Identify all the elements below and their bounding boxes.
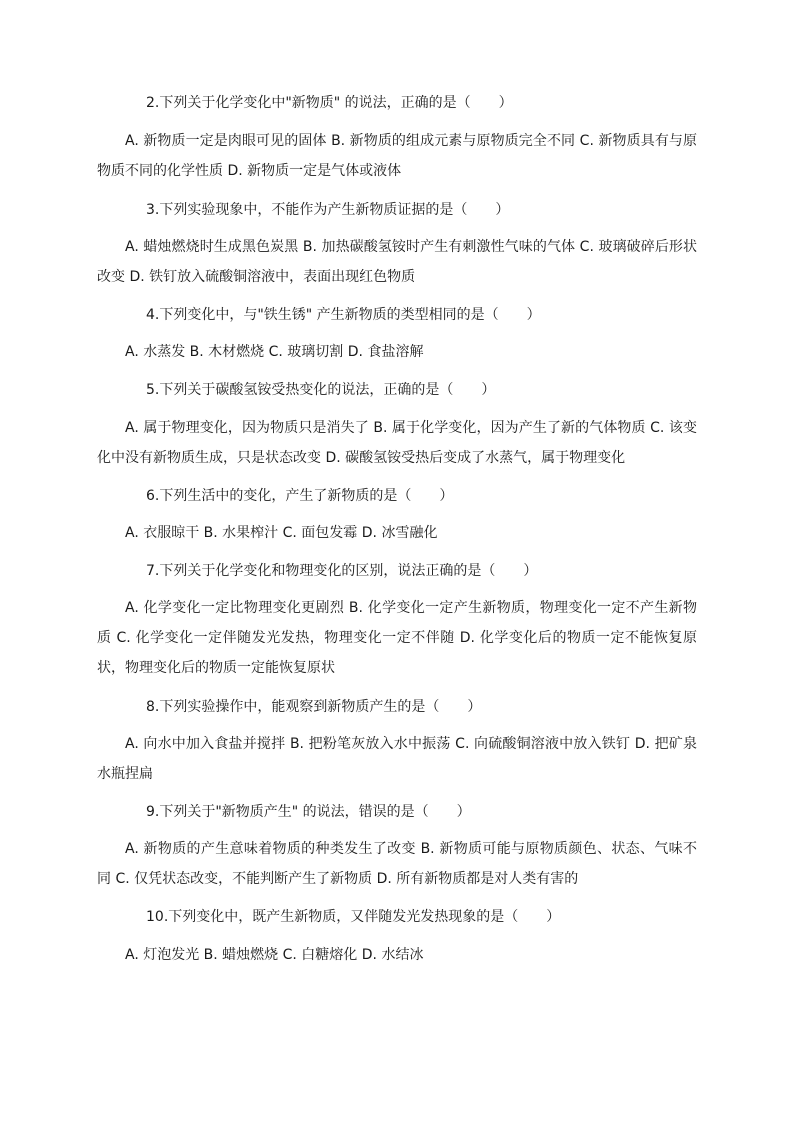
question-options-9: A. 新物质的产生意味着物质的种类发生了改变 B. 新物质可能与原物质颜色、状态、气味不同 C. 仅凭状态改变，不能判断产生了新物质 D. 所有新物质都是对人类有害的: [97, 841, 697, 887]
question-stem-5: 5.下列关于碳酸氢铵受热变化的说法，正确的是（ ）: [146, 382, 496, 398]
question-stem-2: 2.下列关于化学变化中"新物质" 的说法，正确的是（ ）: [146, 95, 513, 111]
question-options-3: A. 蜡烛燃烧时生成黑色炭黑 B. 加热碳酸氢铵时产生有刺激性气味的气体 C. 玻璃破碎后形状改变 D. 铁钉放入硫酸铜溶液中，表面出现红色物质: [97, 239, 697, 285]
question-options-2: A. 新物质一定是肉眼可见的固体 B. 新物质的组成元素与原物质完全不同 C. 新物质具有与原物质不同的化学性质 D. 新物质一定是气体或液体: [97, 133, 697, 179]
question-options-10: A. 灯泡发光 B. 蜡烛燃烧 C. 白糖熔化 D. 水结冰: [125, 947, 424, 963]
question-stem-7: 7.下列关于化学变化和物理变化的区别，说法正确的是（ ）: [146, 563, 538, 579]
question-stem-9: 9.下列关于"新物质产生" 的说法，错误的是（ ）: [146, 804, 471, 820]
question-options-4: A. 水蒸发 B. 木材燃烧 C. 玻璃切割 D. 食盐溶解: [125, 344, 424, 360]
question-stem-4: 4.下列变化中，与"铁生锈" 产生新物质的类型相同的是（ ）: [146, 307, 541, 323]
question-options-7: A. 化学变化一定比物理变化更剧烈 B. 化学变化一定产生新物质，物理变化一定不产生新物质 C. 化学变化一定伴随发光发热，物理变化一定不伴随 D. 化学变化后的物质一定不能恢复原状，物理变化后的物质一定能恢复原状: [97, 600, 697, 676]
question-stem-6: 6.下列生活中的变化，产生了新物质的是（ ）: [146, 488, 454, 504]
question-stem-10: 10.下列变化中，既产生新物质，又伴随发光发热现象的是（ ）: [146, 909, 561, 925]
question-stem-8: 8.下列实验操作中，能观察到新物质产生的是（ ）: [146, 699, 482, 715]
question-stem-3: 3.下列实验现象中，不能作为产生新物质证据的是（ ）: [146, 202, 510, 218]
question-options-5: A. 属于物理变化，因为物质只是消失了 B. 属于化学变化，因为产生了新的气体物质 C. 该变化中没有新物质生成，只是状态改变 D. 碳酸氢铵受热后变成了水蒸气，属于物理变化: [97, 420, 697, 466]
question-options-8: A. 向水中加入食盐并搅拌 B. 把粉笔灰放入水中振荡 C. 向硫酸铜溶液中放入铁钉 D. 把矿泉水瓶捏扁: [97, 736, 697, 782]
question-options-6: A. 衣服晾干 B. 水果榨汁 C. 面包发霉 D. 冰雪融化: [125, 525, 438, 541]
